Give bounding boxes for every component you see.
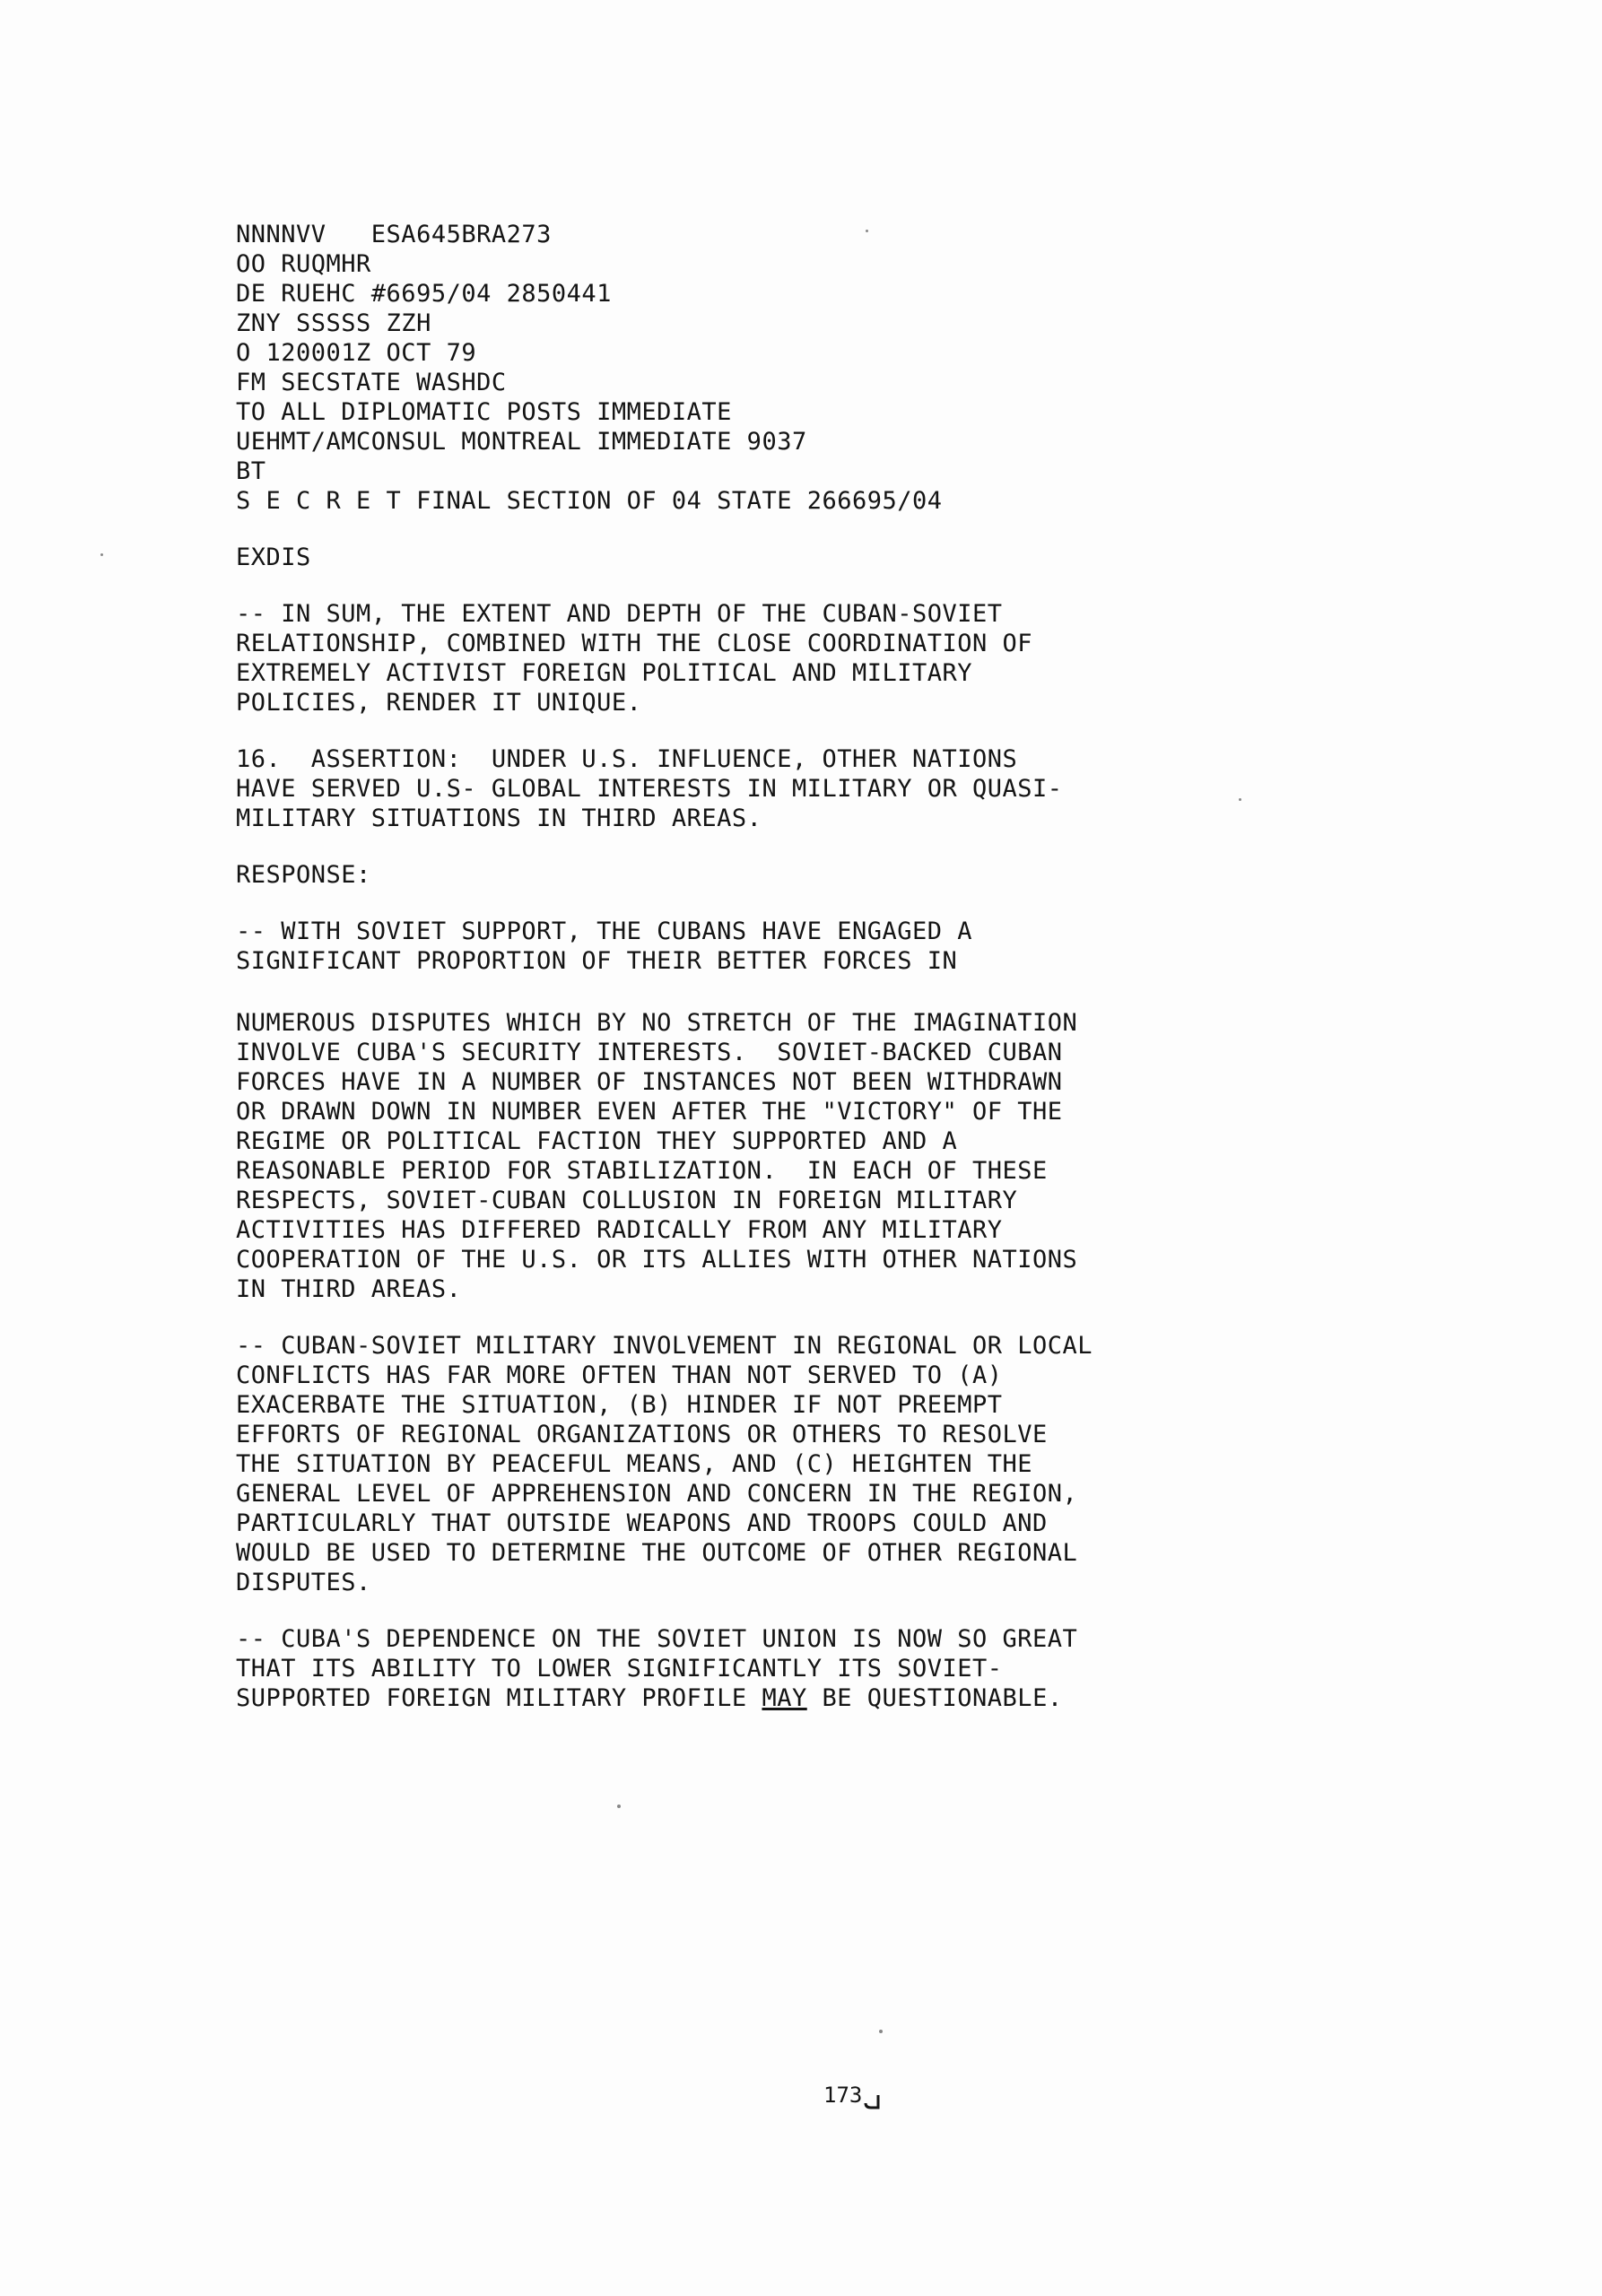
paragraph-line: REASONABLE PERIOD FOR STABILIZATION. IN EACH OF THESE [236, 1157, 1048, 1185]
telegram-body [236, 220, 1294, 1713]
paragraph-line: -- WITH SOVIET SUPPORT, THE CUBANS HAVE ENGAGED A [236, 918, 973, 945]
paragraph-line: FORCES HAVE IN A NUMBER OF INSTANCES NOT BEEN WITHDRAWN [236, 1068, 1063, 1096]
header-line: DE RUEHC #6695/04 2850441 [236, 280, 612, 308]
paragraph-line: POLICIES, RENDER IT UNIQUE. [236, 689, 642, 717]
paragraph-line: EXTREMELY ACTIVIST FOREIGN POLITICAL AND MILITARY [236, 659, 973, 687]
header-line: O 120001Z OCT 79 [236, 339, 477, 367]
paragraph-numerous-disputes [236, 1008, 1294, 1304]
line-start: SUPPORTED FOREIGN MILITARY PROFILE [236, 1684, 762, 1712]
header-line: BT [236, 457, 266, 485]
paragraph-line: COOPERATION OF THE U.S. OR ITS ALLIES WITH OTHER NATIONS [236, 1246, 1078, 1274]
header-line: UEHMT/AMCONSUL MONTREAL IMMEDIATE 9037 [236, 428, 807, 456]
paragraph-line: PARTICULARLY THAT OUTSIDE WEAPONS AND TROOPS COULD AND [236, 1509, 1048, 1537]
paragraph-line: NUMEROUS DISPUTES WHICH BY NO STRETCH OF THE IMAGINATION [236, 1009, 1078, 1037]
telegram-header [236, 220, 1294, 516]
paragraph-summary [236, 599, 1294, 718]
paragraph-line: -- IN SUM, THE EXTENT AND DEPTH OF THE CUBAN-SOVIET [236, 600, 1003, 628]
header-line: NNNNVV ESA645BRA273 [236, 221, 552, 248]
scan-speck [100, 553, 103, 556]
paragraph-assertion-16 [236, 744, 1294, 833]
header-line: FM SECSTATE WASHDC [236, 369, 507, 396]
paragraph-line: -- CUBA'S DEPENDENCE ON THE SOVIET UNION IS NOW SO GREAT [236, 1625, 1078, 1653]
paragraph-line: GENERAL LEVEL OF APPREHENSION AND CONCERN IN THE REGION, [236, 1480, 1078, 1508]
paragraph-line: HAVE SERVED U.S- GLOBAL INTERESTS IN MILITARY OR QUASI- [236, 775, 1063, 803]
paragraph-line: EFFORTS OF REGIONAL ORGANIZATIONS OR OTHERS TO RESOLVE [236, 1421, 1048, 1448]
exdis-label [236, 543, 1294, 572]
paragraph-soviet-support [236, 917, 1294, 976]
paragraph-cuba-dependence [236, 1624, 1294, 1713]
paragraph-line: IN THIRD AREAS. [236, 1275, 462, 1303]
page-mark-icon [864, 2088, 884, 2111]
classification-line: S E C R E T FINAL SECTION OF 04 STATE 266695/04 [236, 487, 943, 515]
scan-speck [1239, 798, 1241, 801]
paragraph-line: REGIME OR POLITICAL FACTION THEY SUPPORTED AND A [236, 1127, 958, 1155]
paragraph-line: THE SITUATION BY PEACEFUL MEANS, AND (C) HEIGHTEN THE [236, 1450, 1033, 1478]
page-number [823, 2083, 884, 2111]
paragraph-line: RELATIONSHIP, COMBINED WITH THE CLOSE COORDINATION OF [236, 630, 1033, 657]
paragraph-line: INVOLVE CUBA'S SECURITY INTERESTS. SOVIET-BACKED CUBAN [236, 1039, 1063, 1066]
paragraph-line-with-emphasis [236, 1683, 1294, 1713]
paragraph-line: WOULD BE USED TO DETERMINE THE OUTCOME OF OTHER REGIONAL [236, 1539, 1078, 1567]
response-text: RESPONSE: [236, 861, 371, 889]
exdis-text: EXDIS [236, 544, 311, 571]
page-number-text: 173 [823, 2083, 863, 2108]
underlined-word: MAY [762, 1684, 807, 1712]
response-label [236, 860, 1294, 890]
paragraph-line: THAT ITS ABILITY TO LOWER SIGNIFICANTLY ITS SOVIET- [236, 1655, 1003, 1683]
paragraph-line: EXACERBATE THE SITUATION, (B) HINDER IF NOT PREEMPT [236, 1391, 1003, 1419]
scan-speck [617, 1805, 621, 1808]
scan-speck [866, 230, 868, 232]
header-line: ZNY SSSSS ZZH [236, 309, 431, 337]
paragraph-line: MILITARY SITUATIONS IN THIRD AREAS. [236, 804, 762, 832]
line-end: BE QUESTIONABLE. [806, 1684, 1063, 1712]
paragraph-line: 16. ASSERTION: UNDER U.S. INFLUENCE, OTHER NATIONS [236, 745, 1018, 773]
paragraph-line: OR DRAWN DOWN IN NUMBER EVEN AFTER THE "VICTORY" OF THE [236, 1098, 1063, 1126]
paragraph-line: SIGNIFICANT PROPORTION OF THEIR BETTER FORCES IN [236, 947, 958, 975]
paragraph-line: CONFLICTS HAS FAR MORE OFTEN THAN NOT SERVED TO (A) [236, 1361, 1003, 1389]
header-line: TO ALL DIPLOMATIC POSTS IMMEDIATE [236, 398, 732, 426]
paragraph-military-involvement [236, 1331, 1294, 1597]
paragraph-line: RESPECTS, SOVIET-CUBAN COLLUSION IN FOREIGN MILITARY [236, 1187, 1018, 1214]
header-line: OO RUQMHR [236, 250, 371, 278]
paragraph-line: ACTIVITIES HAS DIFFERED RADICALLY FROM ANY MILITARY [236, 1216, 1003, 1244]
paragraph-line: -- CUBAN-SOVIET MILITARY INVOLVEMENT IN REGIONAL OR LOCAL [236, 1332, 1093, 1360]
paragraph-line: DISPUTES. [236, 1569, 371, 1596]
scan-speck [879, 2030, 883, 2033]
